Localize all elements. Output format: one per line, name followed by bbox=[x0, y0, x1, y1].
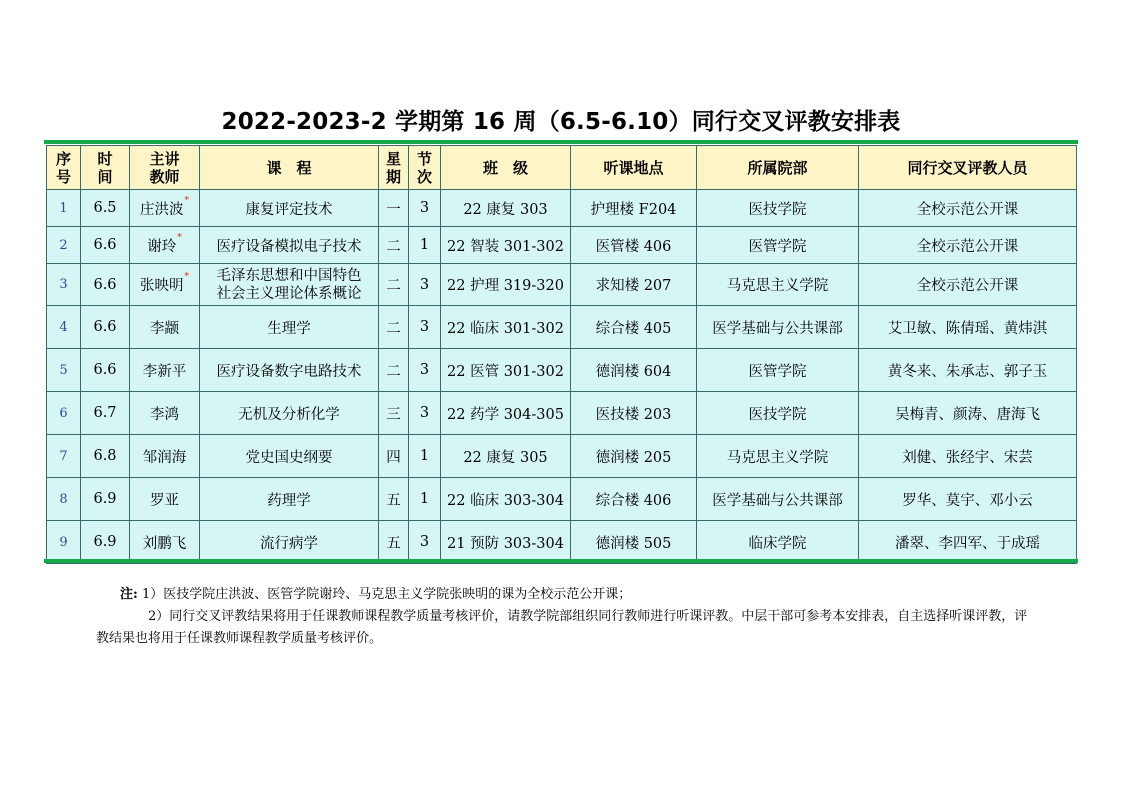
cell-time: 6.5 bbox=[81, 190, 130, 227]
cell-period: 3 bbox=[409, 190, 441, 227]
course-line: 毛泽东思想和中国特色 bbox=[216, 267, 362, 284]
cell-dept: 马克思主义学院 bbox=[697, 435, 859, 478]
header-class: 班 级 bbox=[441, 146, 571, 190]
header-period: 节 次 bbox=[409, 146, 441, 190]
cell-class: 22 护理 319-320 bbox=[441, 264, 571, 306]
cell-period: 3 bbox=[409, 349, 441, 392]
cell-period: 1 bbox=[409, 435, 441, 478]
cell-class: 22 康复 303 bbox=[441, 190, 571, 227]
cell-weekday: 二 bbox=[379, 264, 409, 306]
demo-class-star-icon: * bbox=[184, 195, 189, 206]
table-row bbox=[47, 306, 1077, 349]
teacher-name: 庄洪波 bbox=[140, 201, 184, 218]
cell-course bbox=[200, 306, 379, 349]
course-line: 流行病学 bbox=[260, 535, 318, 552]
header-weekday: 星 期 bbox=[379, 146, 409, 190]
teacher-name: 李鸿 bbox=[150, 406, 179, 423]
cell-teacher bbox=[130, 190, 200, 227]
cell-class: 22 药学 304-305 bbox=[441, 392, 571, 435]
cell-class: 22 智装 301-302 bbox=[441, 227, 571, 264]
cell-teacher bbox=[130, 478, 200, 521]
cell-weekday: 五 bbox=[379, 521, 409, 564]
cell-idx: 7 bbox=[47, 435, 81, 478]
cell-teacher bbox=[130, 227, 200, 264]
cell-class: 22 临床 301-302 bbox=[441, 306, 571, 349]
cell-reviewers: 罗华、莫宇、邓小云 bbox=[859, 478, 1077, 521]
cell-dept: 医技学院 bbox=[697, 190, 859, 227]
note-1 bbox=[96, 584, 1036, 606]
cell-time: 6.6 bbox=[81, 306, 130, 349]
cell-idx: 1 bbox=[47, 190, 81, 227]
cell-reviewers: 全校示范公开课 bbox=[859, 264, 1077, 306]
course-line: 医疗设备数字电路技术 bbox=[216, 363, 362, 380]
header-location: 听课地点 bbox=[571, 146, 697, 190]
cell-reviewers: 黄冬来、朱承志、郭子玉 bbox=[859, 349, 1077, 392]
teacher-name: 罗亚 bbox=[150, 492, 179, 509]
cell-period: 3 bbox=[409, 392, 441, 435]
cell-teacher bbox=[130, 264, 200, 306]
table-row bbox=[47, 392, 1077, 435]
cell-time: 6.6 bbox=[81, 264, 130, 306]
cell-dept: 医学基础与公共课部 bbox=[697, 306, 859, 349]
table-row bbox=[47, 478, 1077, 521]
page-title: 2022-2023-2 学期第 16 周（6.5-6.10）同行交叉评教安排表 bbox=[221, 109, 901, 135]
title-divider bbox=[44, 140, 1078, 144]
cell-reviewers: 吴梅青、颜涛、唐海飞 bbox=[859, 392, 1077, 435]
cell-weekday: 一 bbox=[379, 190, 409, 227]
cell-dept: 医管学院 bbox=[697, 349, 859, 392]
cell-weekday: 二 bbox=[379, 349, 409, 392]
note-1-text: 1）医技学院庄洪波、医管学院谢玲、马克思主义学院张映明的课为全校示范公开课； bbox=[141, 587, 632, 602]
cell-reviewers: 刘健、张经宇、宋芸 bbox=[859, 435, 1077, 478]
cell-dept: 医技学院 bbox=[697, 392, 859, 435]
cell-period: 3 bbox=[409, 521, 441, 564]
table-row bbox=[47, 264, 1077, 306]
cell-time: 6.9 bbox=[81, 478, 130, 521]
demo-class-star-icon: * bbox=[184, 272, 189, 282]
cell-teacher bbox=[130, 435, 200, 478]
table-header-row bbox=[47, 146, 1077, 190]
cell-course bbox=[200, 264, 379, 306]
cell-course bbox=[200, 227, 379, 264]
cell-teacher bbox=[130, 349, 200, 392]
cell-course bbox=[200, 190, 379, 227]
cell-period: 1 bbox=[409, 227, 441, 264]
table-bottom-divider bbox=[44, 559, 1078, 563]
cell-course bbox=[200, 435, 379, 478]
cell-reviewers: 全校示范公开课 bbox=[859, 190, 1077, 227]
cell-course bbox=[200, 392, 379, 435]
cell-teacher bbox=[130, 392, 200, 435]
cell-reviewers: 全校示范公开课 bbox=[859, 227, 1077, 264]
cell-period: 1 bbox=[409, 478, 441, 521]
course-line: 无机及分析化学 bbox=[238, 406, 340, 423]
cell-location: 德润楼 505 bbox=[571, 521, 697, 564]
cell-idx: 6 bbox=[47, 392, 81, 435]
cell-course bbox=[200, 521, 379, 564]
cell-idx: 3 bbox=[47, 264, 81, 306]
cell-location: 德润楼 205 bbox=[571, 435, 697, 478]
cell-time: 6.6 bbox=[81, 349, 130, 392]
cell-idx: 8 bbox=[47, 478, 81, 521]
cell-reviewers: 艾卫敏、陈倩瑶、黄炜淇 bbox=[859, 306, 1077, 349]
cell-weekday: 二 bbox=[379, 306, 409, 349]
table-row bbox=[47, 349, 1077, 392]
header-course: 课 程 bbox=[200, 146, 379, 190]
cell-course bbox=[200, 349, 379, 392]
course-line: 康复评定技术 bbox=[245, 201, 333, 218]
notes bbox=[96, 584, 1036, 650]
cell-class: 22 临床 303-304 bbox=[441, 478, 571, 521]
cell-weekday: 二 bbox=[379, 227, 409, 264]
cell-idx: 9 bbox=[47, 521, 81, 564]
cell-location: 医管楼 406 bbox=[571, 227, 697, 264]
teacher-name: 邹润海 bbox=[142, 449, 187, 466]
cell-idx: 2 bbox=[47, 227, 81, 264]
teacher-name: 李颛 bbox=[150, 320, 179, 337]
teacher-name: 张映明 bbox=[140, 278, 184, 294]
cell-dept: 临床学院 bbox=[697, 521, 859, 564]
teacher-name: 李新平 bbox=[142, 363, 187, 380]
course-line: 药理学 bbox=[267, 492, 311, 509]
table-row bbox=[47, 190, 1077, 227]
cell-class: 22 康复 305 bbox=[441, 435, 571, 478]
note-2: 2）同行交叉评教结果将用于任课教师课程教学质量考核评价，请教学院部组织同行教师进行听课评教。中层干部可参考本安排表，自主选择听课评教，评教结果也将用于任课教师课程教学质量考核评价。 bbox=[96, 609, 1028, 646]
table-row bbox=[47, 521, 1077, 564]
cell-time: 6.8 bbox=[81, 435, 130, 478]
cell-course bbox=[200, 478, 379, 521]
table-row bbox=[47, 435, 1077, 478]
cell-period: 3 bbox=[409, 306, 441, 349]
cell-idx: 5 bbox=[47, 349, 81, 392]
cell-teacher bbox=[130, 521, 200, 564]
cell-weekday: 五 bbox=[379, 478, 409, 521]
teacher-name: 刘鹏飞 bbox=[142, 535, 187, 552]
demo-class-star-icon: * bbox=[177, 232, 182, 243]
cell-period: 3 bbox=[409, 264, 441, 306]
header-time: 时 间 bbox=[81, 146, 130, 190]
cell-location: 综合楼 406 bbox=[571, 478, 697, 521]
cell-dept: 医管学院 bbox=[697, 227, 859, 264]
header-reviewers: 同行交叉评教人员 bbox=[859, 146, 1077, 190]
cell-dept: 马克思主义学院 bbox=[697, 264, 859, 306]
course-line: 党史国史纲要 bbox=[245, 449, 333, 466]
teacher-name: 谢玲 bbox=[147, 238, 177, 255]
cell-idx: 4 bbox=[47, 306, 81, 349]
header-dept: 所属院部 bbox=[697, 146, 859, 190]
course-line: 生理学 bbox=[267, 320, 311, 337]
cell-location: 医技楼 203 bbox=[571, 392, 697, 435]
cell-reviewers: 潘翠、李四军、于成瑶 bbox=[859, 521, 1077, 564]
table-row bbox=[47, 227, 1077, 264]
cell-time: 6.6 bbox=[81, 227, 130, 264]
cell-location: 求知楼 207 bbox=[571, 264, 697, 306]
header-idx: 序 号 bbox=[47, 146, 81, 190]
cell-time: 6.7 bbox=[81, 392, 130, 435]
cell-location: 护理楼 F204 bbox=[571, 190, 697, 227]
cell-location: 德润楼 604 bbox=[571, 349, 697, 392]
cell-weekday: 四 bbox=[379, 435, 409, 478]
course-line: 社会主义理论体系概论 bbox=[216, 285, 362, 302]
cell-class: 21 预防 303-304 bbox=[441, 521, 571, 564]
cell-class: 22 医管 301-302 bbox=[441, 349, 571, 392]
course-line: 医疗设备模拟电子技术 bbox=[216, 238, 362, 255]
schedule-table bbox=[46, 145, 1077, 564]
header-teacher: 主讲 教师 bbox=[130, 146, 200, 190]
cell-teacher bbox=[130, 306, 200, 349]
note-label: 注: bbox=[120, 587, 138, 602]
cell-weekday: 三 bbox=[379, 392, 409, 435]
cell-dept: 医学基础与公共课部 bbox=[697, 478, 859, 521]
cell-location: 综合楼 405 bbox=[571, 306, 697, 349]
cell-time: 6.9 bbox=[81, 521, 130, 564]
